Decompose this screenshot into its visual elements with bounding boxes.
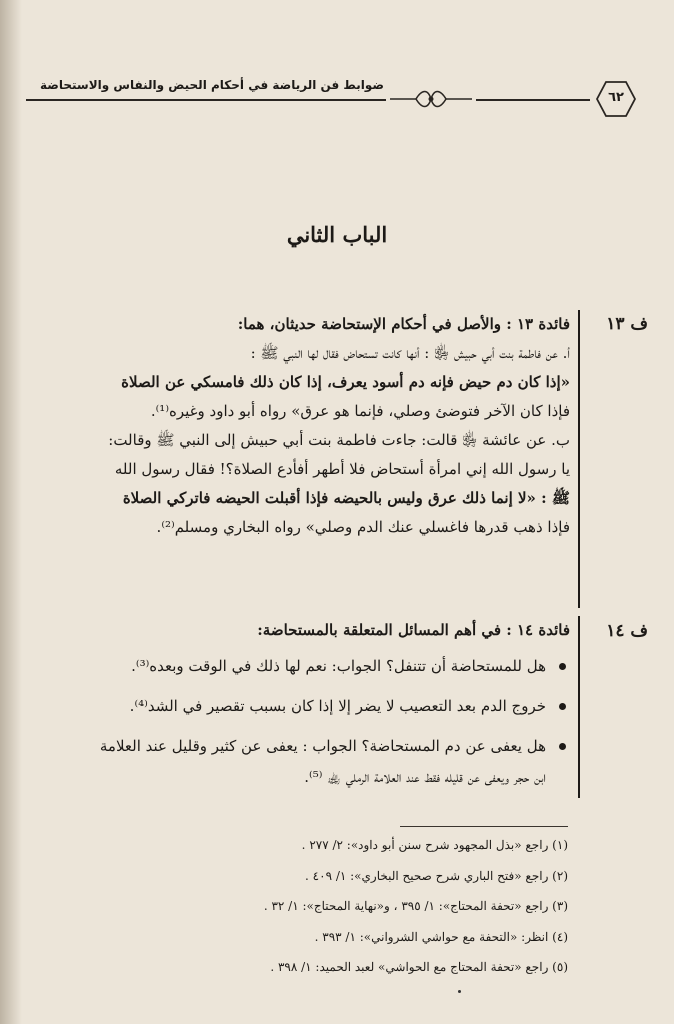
section-13-rule <box>578 310 580 608</box>
hadith-b-line-4: فإذا ذهب قدرها فاغسلي عنك الدم وصلي» رواه البخاري ومسلم⁽²⁾. <box>156 518 570 536</box>
hadith-b-line-2: يا رسول الله إني امرأة أستحاض فلا أطهر أفأدع الصلاة؟! فقال رسول الله <box>114 460 570 478</box>
list-item: هل يعفى عن دم المستحاضة؟ الجواب : يعفى عن كثير وقليل عند العلامة ابن حجر ويعفى عن قليله فقط عند العلامة الرملي ﵀ ⁽⁵⁾. <box>40 731 570 793</box>
hadith-a-line-3: فإذا كان الآخر فتوضئ وصلي، فإنما هو عرق» رواه أبو داود وغيره⁽¹⁾. <box>150 402 570 420</box>
hadith-b-line-3: ﷺ : «لا إنما ذلك عرق وليس بالحيضه فإذا أقبلت الحيضه فاتركي الصلاة <box>122 489 570 507</box>
header-rule <box>26 99 590 101</box>
page-number: ٦٢ <box>608 90 624 105</box>
list-item: هل للمستحاضة أن تتنفل؟ الجواب: نعم لها ذلك في الوقت وبعده⁽³⁾. <box>40 651 570 682</box>
section-13 <box>40 310 570 542</box>
hadith-a-line-1: أ. عن فاطمة بنت أبي حبيش ﵂ : أنها كانت تستحاض فقال لها النبي ﷺ : <box>250 344 570 362</box>
footnote-2: (٢) راجع «فتح الباري شرح صحيح البخاري»: ١/ ٤٠٩ . <box>305 868 568 883</box>
footnote-4: (٤) انظر: «التحفة مع حواشي الشرواني»: ١/ ٣٩٣ . <box>314 929 568 944</box>
page-header <box>26 78 636 122</box>
hadith-a-line-2: «إذا كان دم حيض فإنه دم أسود يعرف، إذا كان ذلك فامسكي عن الصلاة <box>121 373 570 391</box>
section-14-heading: فائدة ١٤ : في أهم المسائل المتعلقة بالمستحاضة: <box>257 621 570 639</box>
chapter-title: الباب الثاني <box>286 222 388 247</box>
list-item: خروج الدم بعد التعصيب لا يضر إلا إذا كان بسبب تقصير في الشد⁽⁴⁾. <box>40 691 570 722</box>
hadith-b-line-1: ب. عن عائشة ﵂ قالت: جاءت فاطمة بنت أبي حبيش إلى النبي ﷺ وقالت: <box>108 431 570 449</box>
section-14 <box>40 616 570 802</box>
footnote-rule <box>400 826 568 827</box>
issues-list <box>40 651 570 793</box>
section-14-rule <box>578 616 580 798</box>
ornament-icon <box>386 84 476 114</box>
page-number-badge <box>596 80 636 118</box>
margin-label-13: ف ١٣ <box>606 314 648 334</box>
footnote-5: (٥) راجع «تحفة المحتاج مع الحواشي» لعبد الحميد: ١/ ٣٩٨ . <box>270 960 568 974</box>
running-title: ضوابط فن الرياضة في أحكام الحيض والنفاس والاستحاضة <box>36 78 388 92</box>
section-13-heading: فائدة ١٣ : والأصل في أحكام الإستحاضة حديثان، هما: <box>237 315 570 333</box>
book-spine-shadow <box>0 0 22 1024</box>
footnote-1: (١) راجع «بذل المجهود شرح سنن أبو داود»: ٢/ ٢٧٧ . <box>301 838 568 852</box>
print-speck <box>458 990 461 993</box>
footnote-3: (٣) راجع «تحفة المحتاج»: ١/ ٣٩٥ ، و«نهاية المحتاج»: ١/ ٣٢ . <box>263 899 568 913</box>
footnotes <box>60 830 568 983</box>
margin-label-14: ف ١٤ <box>606 621 648 641</box>
